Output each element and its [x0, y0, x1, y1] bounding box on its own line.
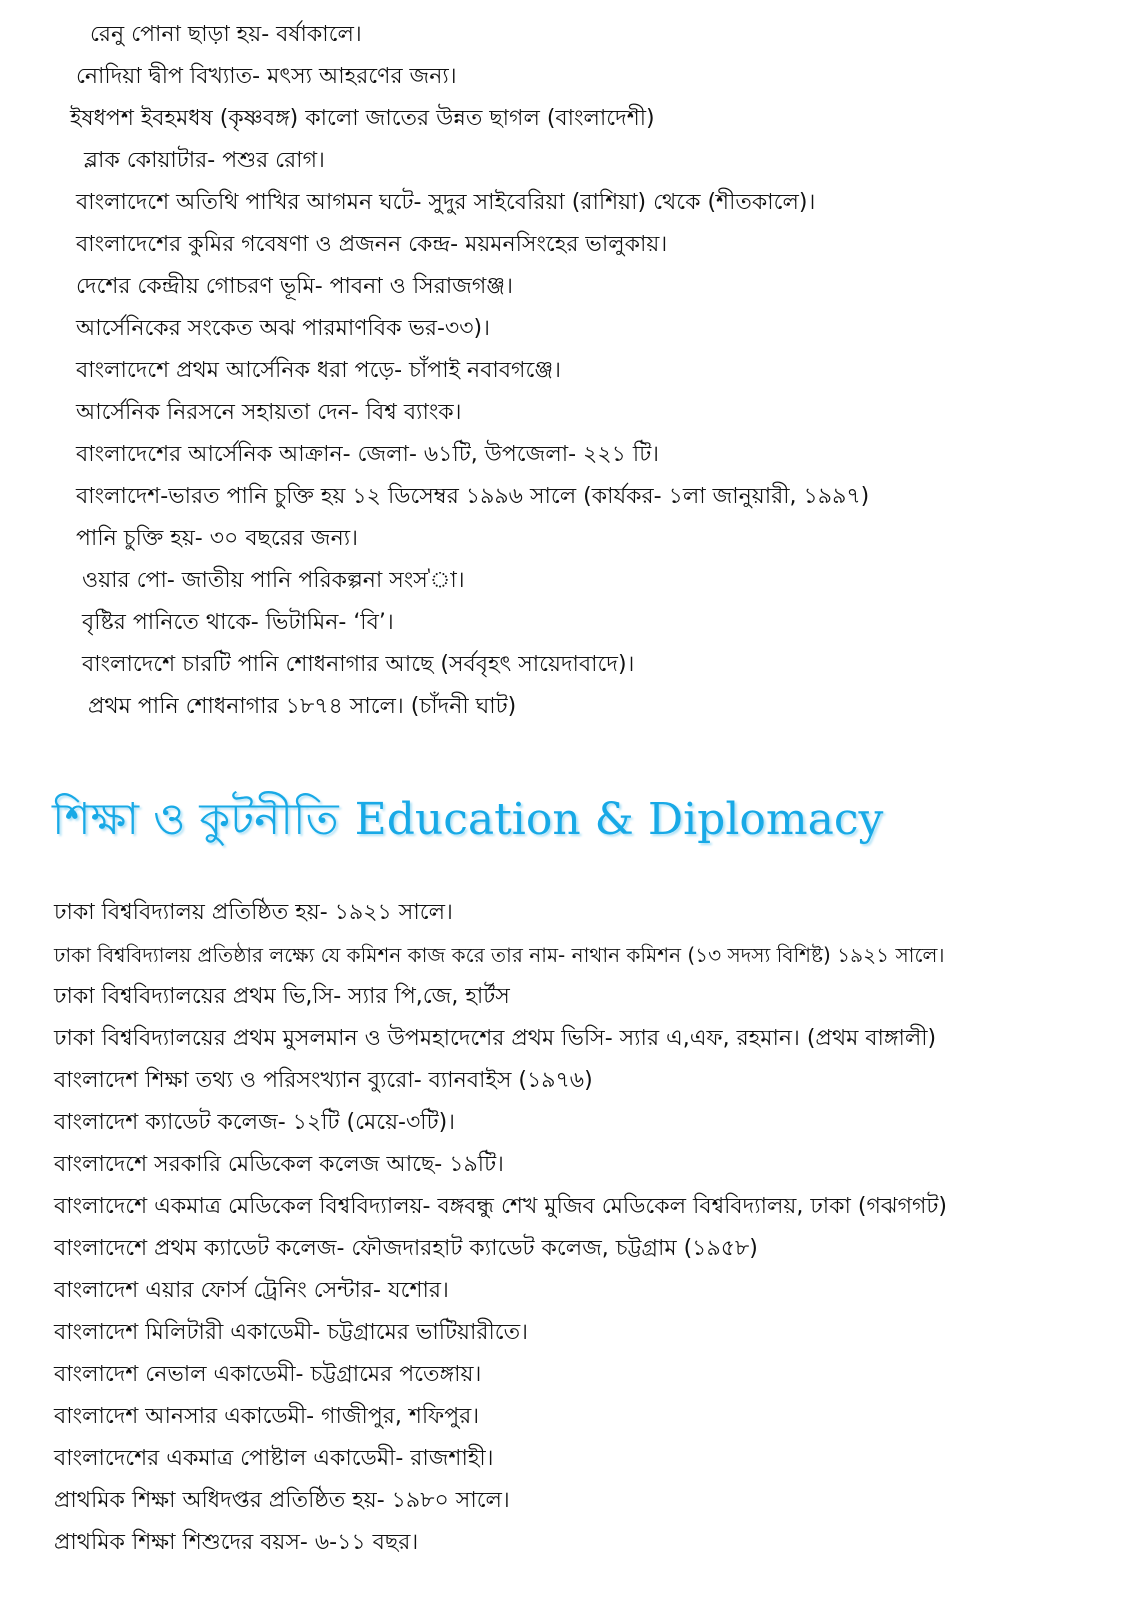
text-line: বাংলাদেশ শিক্ষা তথ্য ও পরিসংখ্যান ব্যুরো- ব্যানবাইস (১৯৭৬): [54, 1068, 593, 1093]
text-line: আর্সেনিক নিরসনে সহায়তা দেন- বিশ্ব ব্যাংক।: [76, 400, 462, 425]
text-line: ঢাকা বিশ্ববিদ্যালয়ের প্রথম ভি,সি- স্যার পি,জে, হার্টস: [54, 984, 510, 1009]
text-line: বাংলাদেশ মিলিটারী একাডেমী- চট্টগ্রামের ভাটিয়ারীতে।: [54, 1320, 528, 1345]
section-heading: [52, 790, 883, 850]
text-line: বাংলাদেশের আর্সেনিক আক্রান- জেলা- ৬১টি, উপজেলা- ২২১ টি।: [76, 442, 660, 467]
text-line: বাংলাদেশের একমাত্র পোষ্টাল একাডেমী- রাজশাহী।: [54, 1446, 494, 1471]
text-line: ইষধপশ ইবহমধষ (কৃষ্ণবঙ্গ) কালো জাতের উন্নত ছাগল (বাংলাদেশী): [70, 106, 655, 131]
text-line: নোদিয়া দ্বীপ বিখ্যাত- মৎস্য আহরণের জন্য।: [76, 64, 457, 89]
text-line: বাংলাদেশ-ভারত পানি চুক্তি হয় ১২ ডিসেম্বর ১৯৯৬ সালে (কার্যকর- ১লা জানুয়ারী, ১৯৯৭): [76, 484, 870, 509]
text-line: রেনু পোনা ছাড়া হয়- বর্ষাকালে।: [90, 22, 362, 47]
text-line: বাংলাদেশ আনসার একাডেমী- গাজীপুর, শফিপুর।: [54, 1404, 480, 1429]
text-line: বাংলাদেশে চারটি পানি শোধনাগার আছে (সর্ববৃহৎ সায়েদাবাদে)।: [82, 652, 635, 677]
text-line: ঢাকা বিশ্ববিদ্যালয় প্রতিষ্ঠিত হয়- ১৯২১ সালে।: [54, 900, 453, 925]
text-line: প্রথম পানি শোধনাগার ১৮৭৪ সালে। (চাঁদনী ঘাট): [88, 694, 517, 719]
section-heading-bengali: শিক্ষা ও কুটনীতি: [52, 794, 339, 845]
text-line: ওয়ার পো- জাতীয় পানি পরিকল্পনা সংস'া।: [82, 568, 465, 593]
text-line: ঢাকা বিশ্ববিদ্যালয় প্রতিষ্ঠার লক্ষ্যে যে কমিশন কাজ করে তার নাম- নাথান কমিশন (১৩ সদস্য বিশিষ্ট) ১৯২১ সালে।: [54, 943, 945, 967]
text-line: ঢাকা বিশ্ববিদ্যালয়ের প্রথম মুসলমান ও উপমহাদেশের প্রথম ভিসি- স্যার এ,এফ, রহমান। (প্রথম বাঙ্গালী): [54, 1026, 937, 1051]
text-line: বৃষ্টির পানিতে থাকে- ভিটামিন- ‘বি’।: [82, 610, 394, 635]
text-line: বাংলাদেশে অতিথি পাখির আগমন ঘটে- সুদুর সাইবেরিয়া (রাশিয়া) থেকে (শীতকালে)।: [76, 190, 816, 215]
text-line: বাংলাদেশ এয়ার ফোর্স ট্রেনিং সেন্টার- যশোর।: [54, 1278, 449, 1303]
text-line: বাংলাদেশে একমাত্র মেডিকেল বিশ্ববিদ্যালয়- বঙ্গবন্ধু শেখ মুজিব মেডিকেল বিশ্ববিদ্যালয়, ঢাকা (গঝগগট): [54, 1194, 947, 1219]
text-line: বাংলাদেশের কুমির গবেষণা ও প্রজনন কেন্দ্র- ময়মনসিংহের ভালুকায়।: [76, 232, 668, 257]
text-line: প্রাথমিক শিক্ষা অধিদপ্তর প্রতিষ্ঠিত হয়- ১৯৮০ সালে।: [54, 1488, 510, 1513]
text-line: বাংলাদেশে সরকারি মেডিকেল কলেজ আছে- ১৯টি।: [54, 1152, 504, 1177]
text-line: পানি চুক্তি হয়- ৩০ বছরের জন্য।: [76, 526, 358, 551]
text-line: দেশের কেন্দ্রীয় গোচরণ ভূমি- পাবনা ও সিরাজগঞ্জ।: [76, 274, 513, 299]
text-line: আর্সেনিকের সংকেত অঝ পারমাণবিক ভর-৩৩)।: [76, 316, 490, 341]
text-line: বাংলাদেশে প্রথম ক্যাডেট কলেজ- ফৌজদারহাট ক্যাডেট কলেজ, চট্টগ্রাম (১৯৫৮): [54, 1236, 758, 1261]
text-line: বাংলাদেশ ক্যাডেট কলেজ- ১২টি (মেয়ে-৩টি)।: [54, 1110, 456, 1135]
text-line: বাংলাদেশ নেভাল একাডেমী- চট্টগ্রামের পতেঙ্গায়।: [54, 1362, 482, 1387]
text-line: প্রাথমিক শিক্ষা শিশুদের বয়স- ৬-১১ বছর।: [54, 1530, 419, 1555]
text-line: ব্লাক কোয়াটার- পশুর রোগ।: [84, 148, 325, 173]
text-line: বাংলাদেশে প্রথম আর্সেনিক ধরা পড়ে- চাঁপাই নবাবগঞ্জে।: [76, 358, 561, 383]
section-heading-english: Education & Diplomacy: [354, 794, 884, 845]
